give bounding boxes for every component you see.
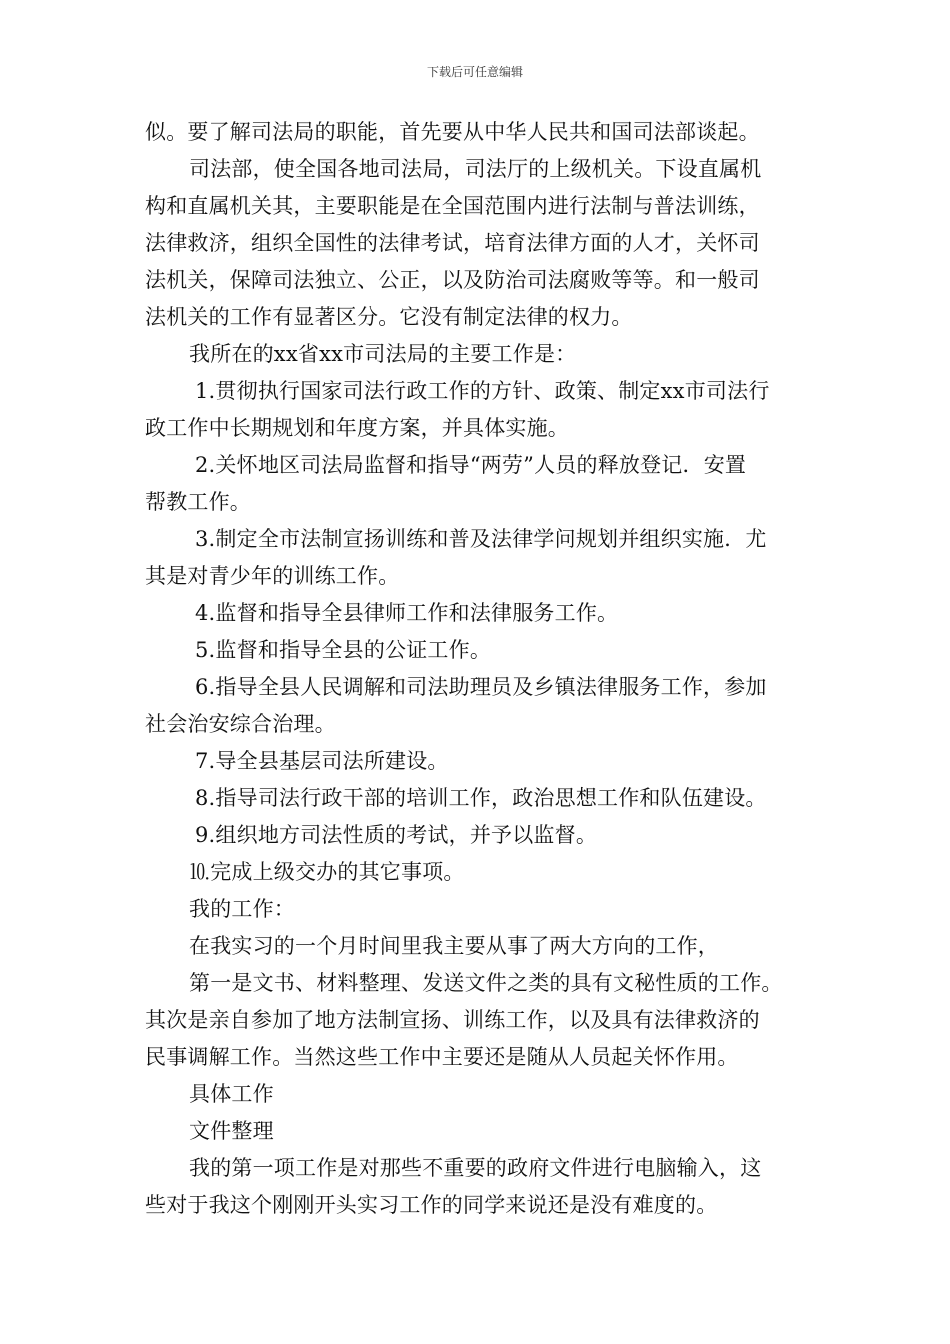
text-line: 帮教工作。 (145, 490, 251, 514)
text-line: 司法部，使全国各地司法局，司法厅的上级机关。下设直属机 (189, 157, 762, 181)
text-line: 2.关怀地区司法局监督和指导“两劳”人员的释放登记．安置 (195, 453, 747, 477)
text-line: 8.指导司法行政干部的培训工作，政治思想工作和队伍建设。 (195, 786, 767, 810)
text-line: 法机关，保障司法独立、公正，以及防治司法腐败等等。和一般司 (145, 268, 760, 292)
text-line: 9.组织地方司法性质的考试，并予以监督。 (195, 823, 598, 847)
text-line: 我的工作： (189, 897, 295, 921)
page-header: 下载后可任意编辑 (426, 65, 523, 79)
text-line: 3.制定全市法制宣扬训练和普及法律学问规划并组织实施．尤 (195, 527, 767, 551)
text-line: 7.导全县基层司法所建设。 (195, 749, 449, 773)
text-line: 政工作中长期规划和年度方案，并具体实施。 (145, 416, 569, 440)
text-line: ⒑完成上级交办的其它事项。 (189, 860, 465, 884)
text-line: 1.贯彻执行国家司法行政工作的方针、政策、制定xx市司法行 (195, 379, 770, 403)
text-line: 在我实习的一个月时间里我主要从事了两大方向的工作， (189, 934, 719, 958)
text-line: 其是对青少年的训练工作。 (145, 564, 400, 588)
text-line: 6.指导全县人民调解和司法助理员及乡镇法律服务工作，参加 (195, 675, 767, 699)
text-line: 法律救济，组织全国性的法律考试，培育法律方面的人才，关怀司 (145, 231, 760, 255)
text-line: 构和直属机关其，主要职能是在全国范围内进行法制与普法训练， (145, 194, 760, 218)
text-line: 4.监督和指导全县律师工作和法律服务工作。 (195, 601, 619, 625)
text-line: 我所在的xx省xx市司法局的主要工作是： (189, 342, 577, 366)
text-line: 具体工作 (189, 1082, 274, 1106)
text-line: 社会治安综合治理。 (145, 712, 336, 736)
document-body (145, 114, 820, 1224)
text-line: 5.监督和指导全县的公证工作。 (195, 638, 492, 662)
text-line: 其次是亲自参加了地方法制宣扬、训练工作，以及具有法律救济的 (145, 1008, 760, 1032)
text-line: 些对于我这个刚刚开头实习工作的同学来说还是没有难度的。 (145, 1193, 718, 1217)
text-line: 民事调解工作。当然这些工作中主要还是随从人员起关怀作用。 (145, 1045, 739, 1069)
text-line: 法机关的工作有显著区分。它没有制定法律的权力。 (145, 305, 633, 329)
text-line: 文件整理 (189, 1119, 274, 1143)
text-line: 似。要了解司法局的职能，首先要从中华人民共和国司法部谈起。 (145, 120, 760, 144)
text-line: 我的第一项工作是对那些不重要的政府文件进行电脑输入，这 (189, 1156, 762, 1180)
text-line: 第一是文书、材料整理、发送文件之类的具有文秘性质的工作。 (189, 971, 783, 995)
